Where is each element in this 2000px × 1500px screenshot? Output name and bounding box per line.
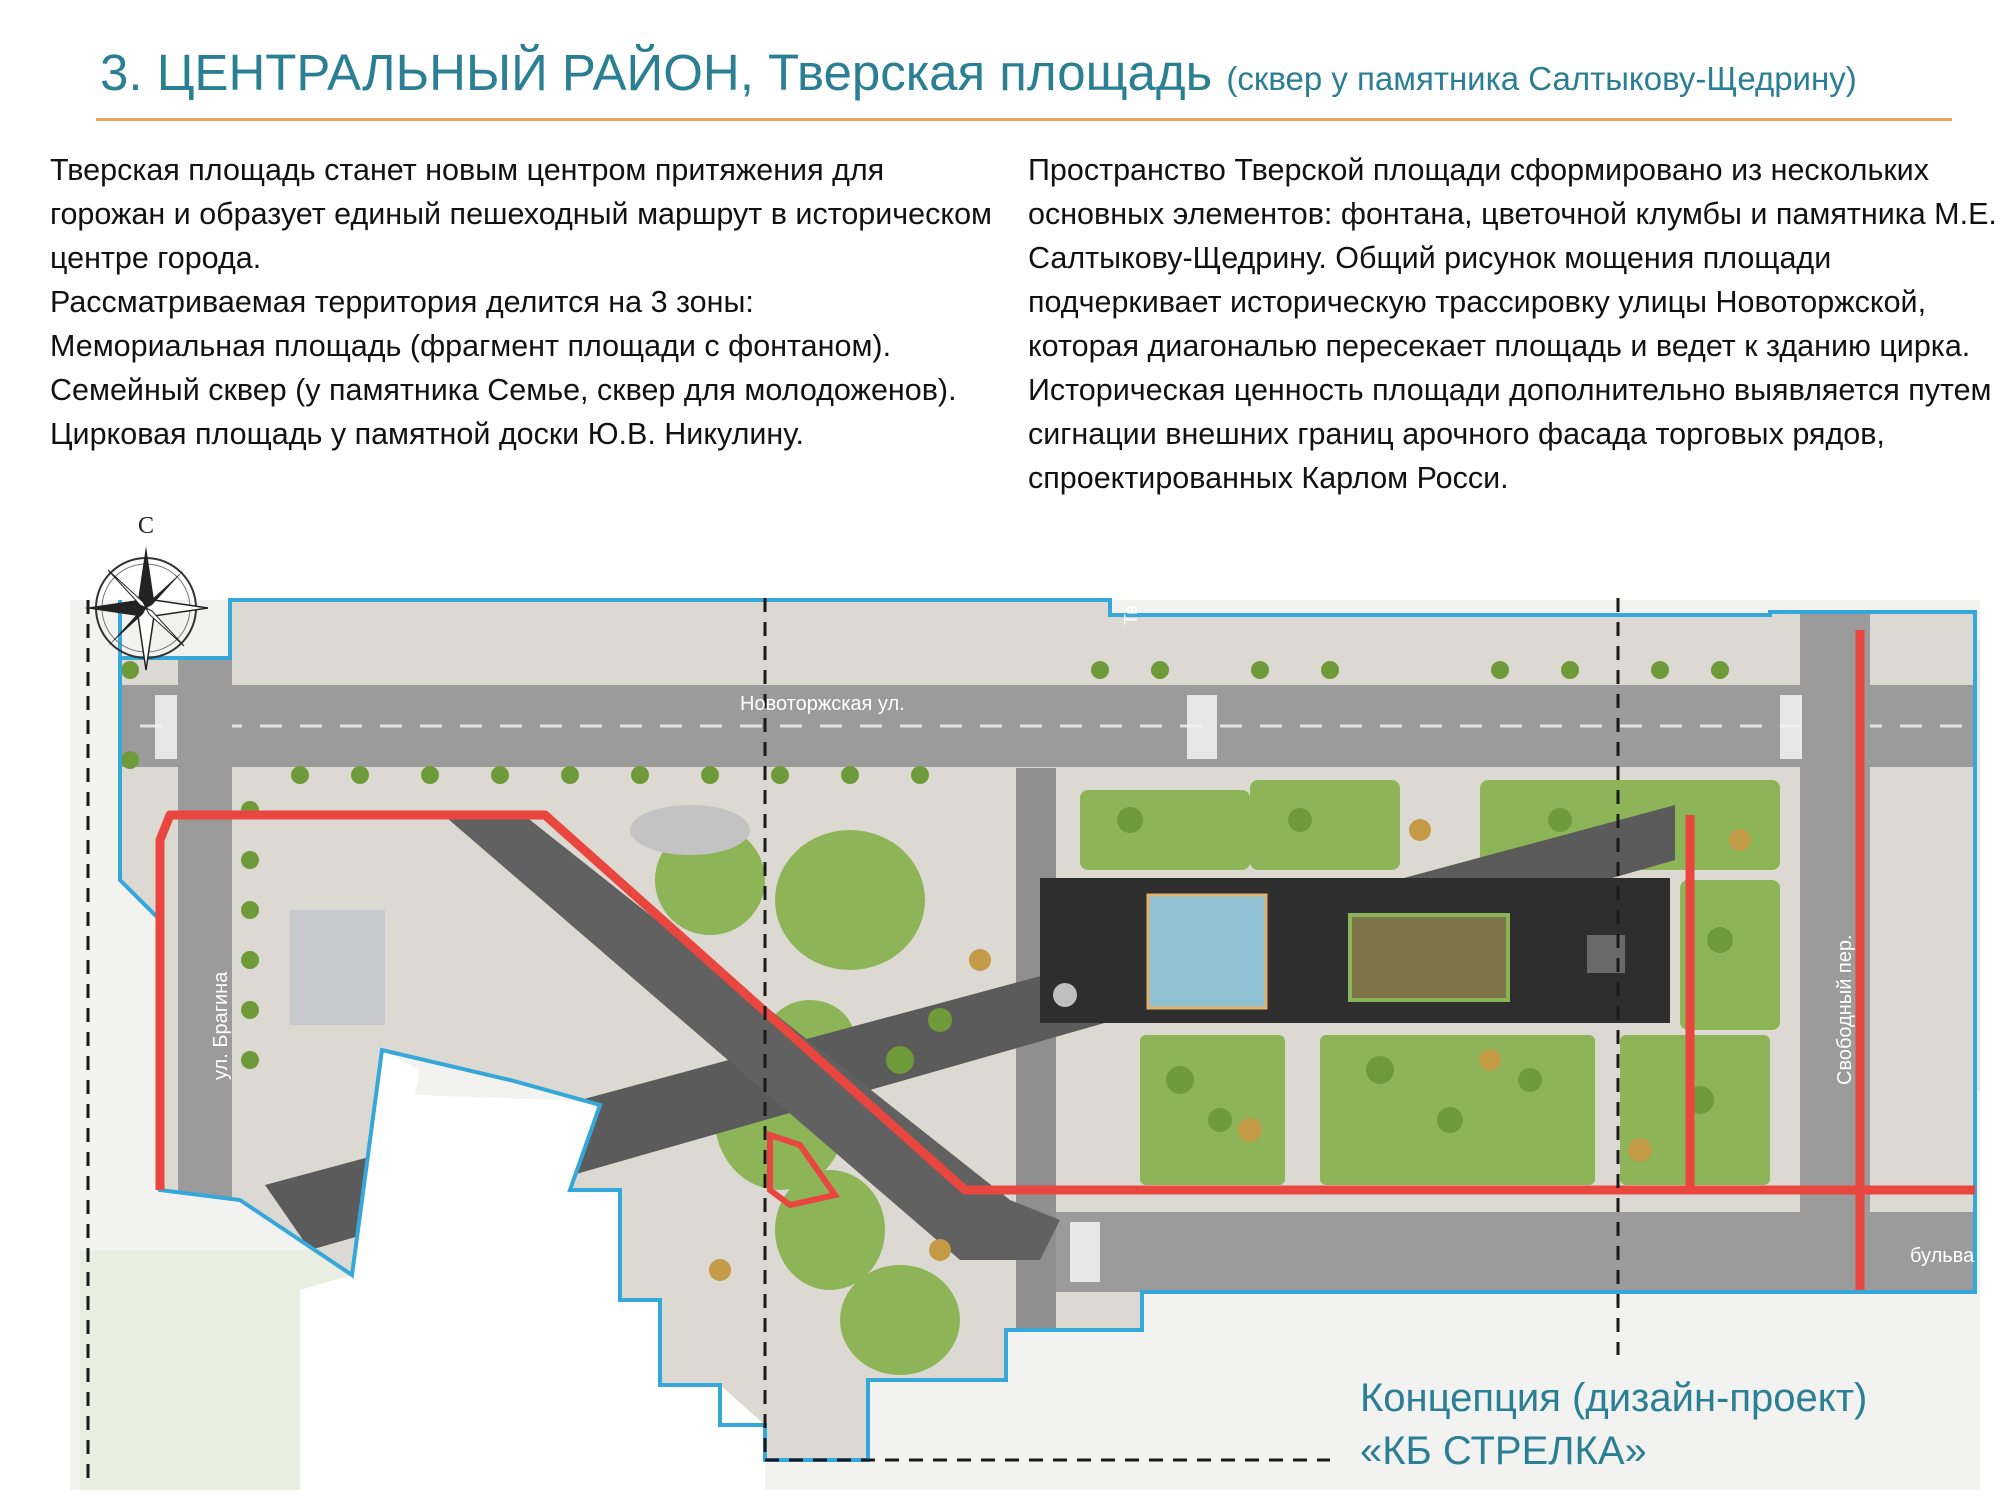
zone-family: Семейный сквер (у памятника Семье, сквер для молодоженов).	[50, 373, 957, 407]
caption-line-2: «КБ СТРЕЛКА»	[1360, 1429, 1647, 1473]
bulvar-label: бульва	[1910, 1245, 1975, 1267]
title-subtitle: (сквер у памятника Салтыкову-Щедрину)	[1226, 60, 1857, 97]
zone-circus: Цирковая площадь у памятной доски Ю.В. Никулину.	[50, 417, 804, 451]
fountain	[1148, 895, 1266, 1008]
novotorzhskaya-label: Новоторжская ул.	[740, 693, 905, 715]
caption	[1360, 1372, 1867, 1478]
square-description-text: Пространство Тверской площади сформировано из нескольких основных элементов: фонтана, цветочной клумбы и памятника М.Е. Салтыкову-Щедрину. Общий рисунок мощения площади подчеркивает историческую трассировку улицы Новоторжской, которая диагональю пересекает площадь и ведет к зданию цирка. Историческая ценность площади дополнительно выявляется путем сигнации внешних границ арочного фасада торговых рядов, спроектированных Карлом Росси.	[1028, 153, 1997, 495]
memorial-paving-square	[290, 910, 385, 1025]
tverskoy-label: Тв	[1121, 605, 1141, 625]
svobodny-label: Свободный пер.	[1834, 934, 1856, 1085]
zones-heading: Рассматриваемая территория делится на 3 зоны:	[50, 285, 754, 319]
title-main: 3. ЦЕНТРАЛЬНЫЙ РАЙОН, Тверская площадь	[100, 44, 1213, 101]
bragina-label: ул. Брагина	[210, 971, 232, 1080]
plaza-feature	[630, 805, 750, 855]
compass-north-label: С	[138, 513, 155, 539]
central-path	[1016, 768, 1056, 1388]
caption-line-1: Концепция (дизайн-проект)	[1360, 1376, 1868, 1420]
zone-memorial: Мемориальная площадь (фрагмент площади с фонтаном).	[50, 329, 892, 363]
monument	[1053, 983, 1077, 1007]
flower-bed	[1350, 915, 1508, 1000]
intro-line: Тверская площадь станет новым центром притяжения для горожан и образует единый пешеходный маршрут в историческом центре города.	[50, 153, 993, 275]
